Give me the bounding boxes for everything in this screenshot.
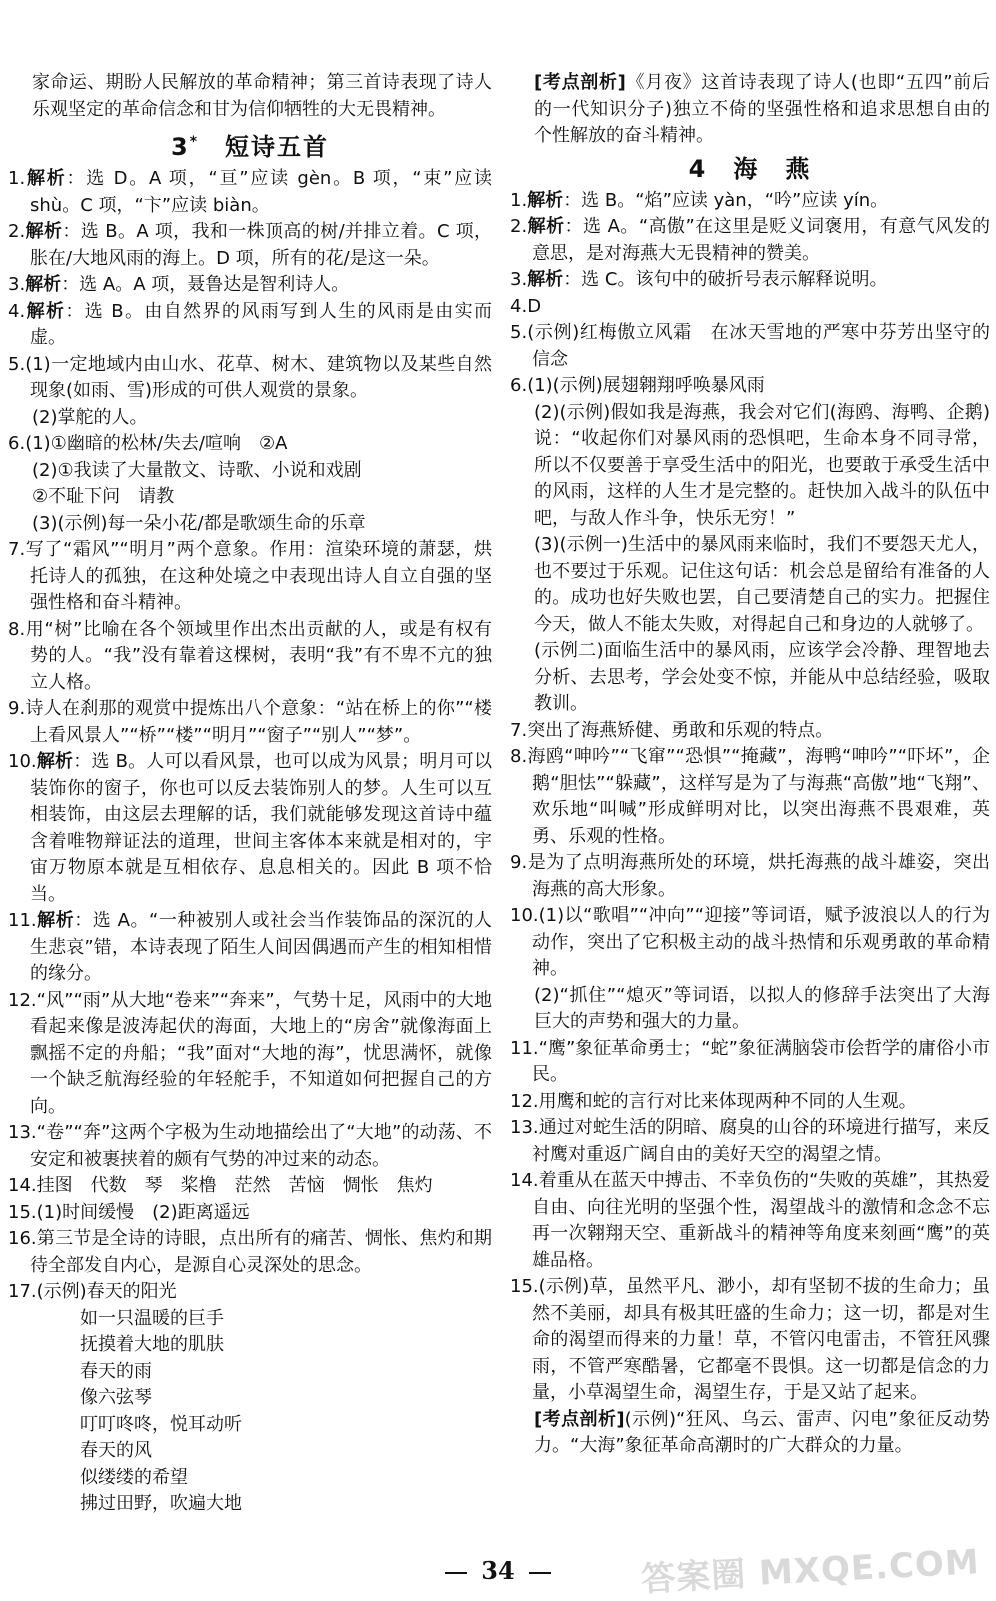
continuation-text-content: 家命运、期盼人民解放的革命精神；第三首诗表现了诗人乐观坚定的革命信念和甘为信仰牺牲的大无畏精神。 bbox=[32, 72, 492, 120]
poem-line bbox=[8, 1359, 492, 1386]
answer-item bbox=[510, 188, 990, 215]
analysis-note bbox=[510, 70, 990, 150]
poem-line-text: 像六弦琴 bbox=[80, 1387, 152, 1408]
answer-item bbox=[510, 532, 990, 638]
answer-item bbox=[510, 638, 990, 718]
item-text: ②不耻下问 请教 bbox=[32, 486, 175, 507]
answer-item bbox=[510, 1274, 990, 1407]
item-text: (2)(示例)假如我是海燕，我会对它们(海鸥、海鸭、企鹅)说：“收起你们对暴风雨的恐惧吧，生命本身不同寻常，所以不仅要善于享受生活中的阳光，也要敢于承受生活中的风雨，这样的人生才是完整的。赶快加入战斗的队伍中吧，与敌人作斗争，快乐无穷！” bbox=[534, 401, 990, 529]
item-text: ：选 A。A 项，聂鲁达是智利诗人。 bbox=[61, 274, 350, 295]
item-number: 12. bbox=[8, 989, 37, 1011]
answer-item bbox=[8, 272, 492, 299]
answer-item bbox=[8, 696, 492, 749]
item-number: 1. bbox=[8, 168, 26, 189]
item-number: 15. bbox=[8, 1201, 37, 1223]
footer-dash-left bbox=[445, 1572, 467, 1574]
answer-item bbox=[8, 617, 492, 697]
item-text: 用“树”比喻在各个领域里作出杰出贡献的人，或是有权有势的人。“我”没有靠着这棵树，表明“我”有不卑不亢的独立人格。 bbox=[25, 618, 492, 693]
item-number: 3. bbox=[8, 274, 26, 295]
poem-line-text: 春天的风 bbox=[80, 1440, 152, 1461]
analysis-note bbox=[510, 1407, 990, 1460]
item-text: (2)“抓住”“熄灭”等词语，以拟人的修辞手法突出了大海巨大的声势和强大的力量。 bbox=[534, 984, 990, 1032]
item-text: “卷”“奔”这两个字极为生动地描绘出了“大地”的动荡、不安定和被裹挟着的颇有气势的冲过来的动态。 bbox=[30, 1122, 492, 1170]
section-star: * bbox=[189, 134, 200, 150]
section-heading-4 bbox=[510, 152, 990, 186]
section-number: 3 bbox=[170, 133, 190, 161]
answer-item bbox=[510, 294, 990, 321]
item-label: 解析 bbox=[527, 189, 564, 211]
item-text: 通过对蛇生活的阴暗、腐臭的山谷的环境进行描写，来反衬鹰对重返广阔自由的美好天空的渴望之情。 bbox=[532, 1117, 990, 1165]
item-number: 15. bbox=[510, 1276, 539, 1297]
poem-line-text: 如一只温暖的巨手 bbox=[80, 1307, 224, 1329]
left-column bbox=[8, 70, 492, 1518]
item-number: 13. bbox=[8, 1122, 37, 1143]
answer-item bbox=[8, 405, 492, 432]
item-text: (示例)春天的阳光 bbox=[36, 1281, 177, 1302]
answer-item bbox=[8, 299, 492, 352]
answer-item bbox=[510, 1089, 990, 1116]
item-number: 2. bbox=[8, 221, 26, 242]
item-number: 8. bbox=[8, 618, 26, 640]
poem-line-text: 春天的雨 bbox=[80, 1360, 152, 1382]
answer-item bbox=[8, 511, 492, 538]
item-number: 11. bbox=[8, 910, 37, 931]
item-text: (1)时间缓慢 (2)距离遥远 bbox=[36, 1201, 250, 1223]
continuation-text bbox=[8, 70, 492, 123]
item-text: ：选 A。“一种被别人或社会当作装饰品的深沉的人生悲哀”错，本诗表现了陌生人间因偶遇而产生的相知相惜的缘分。 bbox=[30, 910, 493, 984]
page-number: 34 bbox=[481, 1556, 515, 1585]
analysis-text: (示例)“狂风、乌云、雷声、闪电”象征反动势力。“大海”象征革命高潮时的广大群众的力量。 bbox=[534, 1408, 990, 1456]
item-text: 着重从在蓝天中搏击、不幸负伤的“失败的英雄”，其热爱自由、向往光明的坚强个性，渴望战斗的激情和念念不忘再一次翱翔天空、重新战斗的精神等角度来刻画“鹰”的英雄品格。 bbox=[532, 1170, 990, 1271]
analysis-text: 《月夜》这首诗表现了诗人(也即“五四”前后的一代知识分子)独立不倚的坚强性格和追求思想自由的个性解放的奋斗精神。 bbox=[534, 72, 990, 146]
item-text: 用鹰和蛇的言行对比来体现两种不同的人生观。 bbox=[538, 1090, 917, 1112]
item-text: (2)①我读了大量散文、诗歌、小说和戏剧 bbox=[32, 459, 362, 481]
answer-item bbox=[8, 1120, 492, 1173]
answer-item bbox=[510, 1115, 990, 1168]
item-text: ：选 C。该句中的破折号表示解释说明。 bbox=[563, 269, 888, 290]
item-number: 2. bbox=[510, 216, 528, 237]
answer-item bbox=[8, 908, 492, 988]
answer-item bbox=[8, 537, 492, 617]
item-label: 解析 bbox=[25, 168, 67, 189]
item-number: 9. bbox=[510, 852, 528, 873]
item-number: 4. bbox=[8, 300, 26, 322]
answer-item bbox=[8, 1279, 492, 1306]
item-number: 10. bbox=[8, 751, 37, 772]
answer-item bbox=[510, 267, 990, 294]
answer-item bbox=[510, 373, 990, 400]
item-number: 16. bbox=[8, 1228, 37, 1249]
poem-line bbox=[8, 1385, 492, 1412]
item-text: (示例)红梅傲立风霜 在冰天雪地的严寒中芬芳出坚守的信念 bbox=[527, 322, 990, 370]
item-number: 8. bbox=[510, 746, 528, 767]
poem-line-text: 拂过田野，吹遍大地 bbox=[80, 1493, 242, 1514]
answer-item bbox=[8, 1200, 492, 1227]
item-number: 7. bbox=[510, 719, 528, 741]
item-number: 3. bbox=[510, 269, 528, 290]
item-text: ：选 B。“焰”应读 yàn，“吟”应读 yín。 bbox=[563, 189, 889, 211]
answer-item bbox=[8, 458, 492, 485]
item-text: ：选 B。A 项，我和一株顶高的树/并排立着。C 项，胀在/大地风雨的海上。D 项，所有的花/是这一朵。 bbox=[30, 221, 492, 269]
item-number: 17. bbox=[8, 1281, 37, 1302]
item-text: (3)(示例)每一朵小花/都是歌颂生命的乐章 bbox=[32, 512, 366, 534]
answer-item bbox=[8, 166, 492, 219]
item-number: 13. bbox=[510, 1117, 539, 1138]
answer-item bbox=[510, 850, 990, 903]
poem-line bbox=[8, 1306, 492, 1333]
item-text: (1)以“歌唱”“冲向”“迎接”等词语，赋予波浪以人的行为动作，突出了它积极主动的战斗热情和乐观勇敢的革命精神。 bbox=[532, 905, 990, 979]
item-text: 写了“霜风”“明月”两个意象。作用：渲染环境的萧瑟，烘托诗人的孤独，在这种处境之中表现出诗人自立自强的坚强性格和奋斗精神。 bbox=[25, 539, 492, 613]
analysis-tag: [考点剖析] bbox=[534, 1408, 625, 1430]
item-number: 6. bbox=[510, 375, 528, 396]
item-number: 6. bbox=[8, 433, 26, 454]
item-label: 解析 bbox=[25, 300, 66, 322]
answer-item bbox=[510, 1036, 990, 1089]
answer-item bbox=[510, 744, 990, 850]
poem-line bbox=[8, 1491, 492, 1518]
answer-item bbox=[510, 1168, 990, 1274]
item-number: 5. bbox=[8, 353, 26, 375]
answer-item bbox=[8, 749, 492, 908]
answer-item bbox=[510, 983, 990, 1036]
right-column bbox=[510, 70, 990, 1460]
poem-line bbox=[8, 1332, 492, 1359]
item-text: (示例二)面临生活中的暴风雨，应该学会冷静、理智地去分析、去思考，学会处变不惊，并能从中总结经验，吸取教训。 bbox=[534, 640, 990, 714]
item-text: 第三节是全诗的诗眼，点出所有的痛苦、惆怅、焦灼和期待全部发自内心，是源自心灵深处的思念。 bbox=[30, 1228, 492, 1276]
item-label: 解析 bbox=[36, 751, 74, 772]
item-number: 12. bbox=[510, 1090, 539, 1112]
item-text: 诗人在刹那的观赏中提炼出八个意象：“站在桥上的你”“楼上看风景人”“桥”“楼”“明月”“窗子”“别人”“梦”。 bbox=[25, 698, 492, 746]
item-number: 1. bbox=[510, 189, 528, 211]
item-number: 5. bbox=[510, 322, 528, 343]
item-text: 突出了海燕矫健、勇敢和乐观的特点。 bbox=[527, 719, 834, 741]
item-text: (1)①幽暗的松林/失去/喧响 ②A bbox=[25, 433, 288, 454]
item-text: 海鸥“呻吟”“飞窜”“恐惧”“掩藏”，海鸭“呻吟”“吓坏”，企鹅“胆怯”“躲藏”，这样写是为了与海燕“高傲”地“飞翔”、欢乐地“叫喊”形成鲜明对比，以突出海燕不畏艰难，英勇、乐观的性格。 bbox=[527, 746, 990, 847]
section-number: 4 bbox=[688, 154, 708, 183]
item-text: D bbox=[527, 295, 542, 317]
answer-item bbox=[510, 718, 990, 745]
item-number: 11. bbox=[510, 1037, 539, 1059]
item-text: (1)(示例)展翅翱翔呼唤暴风雨 bbox=[527, 375, 765, 396]
poem-line bbox=[8, 1438, 492, 1465]
item-text: (2)掌舵的人。 bbox=[32, 406, 148, 428]
item-text: (1)一定地域内由山水、花草、树木、建筑物以及某些自然现象(如雨、雪)形成的可供人观赏的景象。 bbox=[25, 353, 492, 401]
poem-line-text: 叮叮咚咚，悦耳动听 bbox=[80, 1413, 242, 1435]
analysis-tag: [考点剖析] bbox=[534, 72, 626, 93]
answer-item bbox=[510, 400, 990, 533]
item-label: 解析 bbox=[36, 910, 75, 931]
section-title: 短诗五首 bbox=[225, 133, 330, 161]
poem-line bbox=[8, 1465, 492, 1492]
item-text: (示例)草，虽然平凡、渺小，却有坚韧不拔的生命力；虽然不美丽，却具有极其旺盛的生命力；这一切，都是对生命的渴望而得来的力量！草，不管闪电雷击，不管狂风骤雨，不管严寒酷暑，它都毫不畏惧。这一切都是信念的力量，小草渴望生命，渴望生存，于是又站了起来。 bbox=[532, 1276, 990, 1403]
answer-item bbox=[510, 214, 990, 267]
item-number: 14. bbox=[510, 1170, 539, 1191]
footer-dash-right bbox=[529, 1572, 551, 1574]
answer-item bbox=[8, 988, 492, 1121]
item-text: ：选 B。人可以看风景，也可以成为风景；明月可以装饰你的窗子，你也可以反去装饰别人的梦。人生可以互相装饰，由这层去理解的话，我们就能够发现这首诗中蕴含着唯物辩证法的道理，世间主客体本来就是相对的，宇宙万物原本就是互相依存、息息相关的。因此 B 项不恰当。 bbox=[30, 751, 492, 905]
item-label: 解析 bbox=[25, 221, 63, 242]
section-heading-3 bbox=[8, 125, 492, 164]
answer-item bbox=[510, 903, 990, 983]
item-text: ：选 D。A 项，“亘”应读 gèn。B 项，“束”应读 shù。C 项，“卞”应读 biàn。 bbox=[30, 168, 493, 216]
item-number: 14. bbox=[8, 1175, 37, 1196]
item-label: 解析 bbox=[527, 216, 565, 237]
watermark-logo: 答案圈 MXQE.COM bbox=[640, 1542, 981, 1600]
poem-line-text: 似缕缕的希望 bbox=[80, 1466, 188, 1488]
item-text: 挂图 代数 琴 桨橹 茫然 苦恼 惆怅 焦灼 bbox=[36, 1175, 433, 1196]
item-number: 4. bbox=[510, 295, 528, 317]
answer-item bbox=[8, 1173, 492, 1200]
item-text: “风”“雨”从大地“卷来”“奔来”，气势十足，风雨中的大地看起来像是波涛起伏的海面，大地上的“房舍”就像海面上飘摇不定的舟船；“我”面对“大地的海”，忧思满怀，就像一个缺乏航海经验的年轻舵手，不知道如何把握自己的方向。 bbox=[30, 989, 492, 1117]
answer-item bbox=[8, 484, 492, 511]
poem-line-text: 抚摸着大地的肌肤 bbox=[80, 1334, 224, 1355]
item-number: 9. bbox=[8, 698, 26, 719]
answer-item bbox=[8, 352, 492, 405]
item-text: “鹰”象征革命勇士；“蛇”象征满脑袋市侩哲学的庸俗小市民。 bbox=[532, 1037, 990, 1085]
answer-item bbox=[8, 1226, 492, 1279]
item-text: (3)(示例一)生活中的暴风雨来临时，我们不要怨天尤人，也不要过于乐观。记住这句话：机会总是留给有准备的人的。成功也好失败也罢，自己要清楚自己的实力。把握住今天，做人不能太失败，对得起自己和身边的人就够了。 bbox=[534, 534, 990, 635]
answer-item bbox=[510, 320, 990, 373]
item-label: 解析 bbox=[25, 274, 62, 295]
answer-item bbox=[8, 431, 492, 458]
item-text: ：选 B。由自然界的风雨写到人生的风雨是由实而虚。 bbox=[30, 300, 492, 348]
item-label: 解析 bbox=[527, 269, 564, 290]
item-number: 7. bbox=[8, 539, 26, 560]
item-text: ：选 A。“高傲”在这里是贬义词褒用，有意气风发的意思，是对海燕大无畏精神的赞美。 bbox=[532, 216, 991, 264]
poem-line bbox=[8, 1412, 492, 1439]
item-number: 10. bbox=[510, 905, 539, 926]
section-title: 海 燕 bbox=[733, 154, 812, 183]
answer-item bbox=[8, 219, 492, 272]
item-text: 是为了点明海燕所处的环境，烘托海燕的战斗雄姿，突出海燕的高大形象。 bbox=[527, 852, 990, 900]
